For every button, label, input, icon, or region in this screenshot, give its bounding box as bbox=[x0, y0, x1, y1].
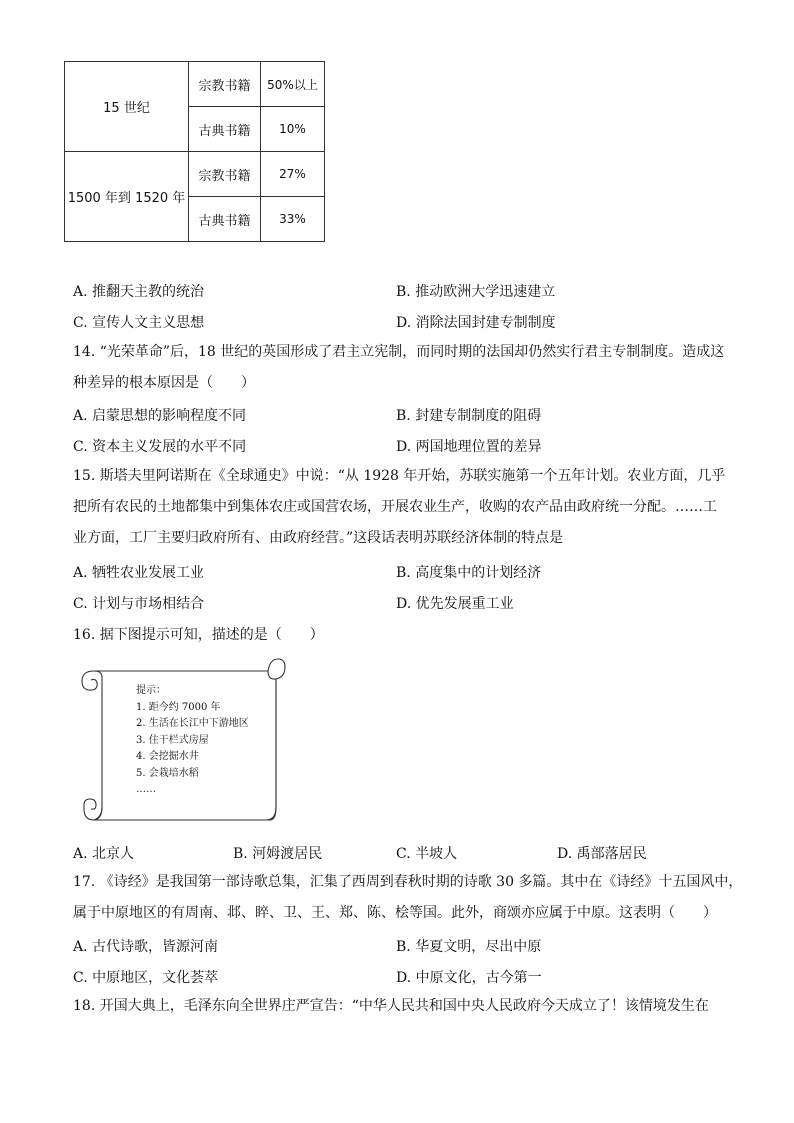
q16-option-b[interactable]: B. 河姆渡居民 bbox=[233, 846, 323, 862]
percent-cell: 50%以上 bbox=[261, 62, 325, 107]
table-row bbox=[65, 62, 325, 107]
q18-stem bbox=[73, 991, 723, 1022]
percent-cell: 27% bbox=[261, 152, 325, 197]
q15-option-b[interactable]: B. 高度集中的计划经济 bbox=[396, 565, 542, 581]
stem-line: 属于中原地区的有周南、邶、睟、卫、王、郑、陈、桧等国。此外，商颂亦应属于中原。这表明（ ） bbox=[73, 905, 717, 921]
q15-option-d[interactable]: D. 优先发展重工业 bbox=[396, 596, 514, 612]
stem-line: 业方面，工厂主要归政府所有、由政府经营。”这段话表明苏联经济体制的特点是 bbox=[73, 530, 564, 546]
book-statistics-table bbox=[64, 61, 325, 242]
q13-option-c[interactable]: C. 宣传人文主义思想 bbox=[73, 315, 205, 331]
percent-cell: 33% bbox=[261, 197, 325, 242]
stem-line: 15. 斯塔夫里阿诺斯在《全球通史》中说：“从 1928 年开始，苏联实施第一个五年计划。农业方面，几乎 bbox=[73, 468, 726, 484]
q14-option-b[interactable]: B. 封建专制制度的阻碍 bbox=[396, 408, 542, 424]
q15-option-a[interactable]: A. 牺牲农业发展工业 bbox=[73, 565, 205, 581]
q16-option-a[interactable]: A. 北京人 bbox=[73, 846, 135, 862]
hint-item: 3. 住干栏式房屋 bbox=[136, 734, 209, 746]
q14-option-d[interactable]: D. 两国地理位置的差异 bbox=[396, 439, 542, 455]
stem-line: 17. 《诗经》是我国第一部诗歌总集，汇集了西周到春秋时期的诗歌 30 多篇。其中在《诗经》十五国风中， bbox=[73, 874, 743, 890]
hint-item: 5. 会栽培水稻 bbox=[136, 767, 199, 779]
q17-option-d[interactable]: D. 中原文化，古今第一 bbox=[396, 970, 542, 986]
q17-stem bbox=[73, 867, 743, 929]
q17-option-b[interactable]: B. 华夏文明，尽出中原 bbox=[396, 939, 542, 955]
q15-stem bbox=[73, 461, 726, 554]
q16-option-d[interactable]: D. 禹部落居民 bbox=[557, 846, 647, 862]
hint-item: …… bbox=[136, 784, 156, 795]
hint-item: 1. 距今约 7000 年 bbox=[136, 701, 221, 713]
hint-item: 2. 生活在长江中下游地区 bbox=[136, 718, 249, 729]
q14-option-c[interactable]: C. 资本主义发展的水平不同 bbox=[73, 439, 247, 455]
stem-line: 14. “光荣革命”后，18 世纪的英国形成了君主立宪制，而同时期的法国却仍然实行君主专制制度。造成这 bbox=[73, 344, 725, 360]
stem-line: 把所有农民的土地都集中到集体农庄或国营农场，开展农业生产，收购的农产品由政府统一分配。……工 bbox=[73, 499, 717, 515]
category-cell: 古典书籍 bbox=[189, 107, 261, 152]
period-cell: 15 世纪 bbox=[65, 62, 189, 152]
percent-cell: 10% bbox=[261, 107, 325, 152]
q17-option-a[interactable]: A. 古代诗歌，皆源河南 bbox=[73, 939, 219, 955]
hint-item: 4. 会挖掘水井 bbox=[136, 751, 199, 762]
hint-list bbox=[136, 683, 249, 799]
q16-option-c[interactable]: C. 半坡人 bbox=[396, 846, 458, 862]
hint-title: 提示： bbox=[136, 685, 166, 696]
q13-option-b[interactable]: B. 推动欧洲大学迅速建立 bbox=[396, 284, 556, 300]
period-cell: 1500 年到 1520 年 bbox=[65, 152, 189, 242]
stem-line: 18. 开国大典上，毛泽东向全世界庄严宣告：“中华人民共和国中央人民政府今天成立了！该情境发生在 bbox=[73, 998, 709, 1014]
q16-stem: 16. 据下图提示可知，描述的是（ ） bbox=[73, 627, 324, 643]
stem-line: 种差异的根本原因是（ ） bbox=[73, 375, 255, 391]
q15-option-c[interactable]: C. 计划与市场相结合 bbox=[73, 596, 205, 612]
category-cell: 宗教书籍 bbox=[189, 62, 261, 107]
q13-option-a[interactable]: A. 推翻天主教的统治 bbox=[73, 284, 205, 300]
q14-stem bbox=[73, 337, 723, 399]
q14-option-a[interactable]: A. 启蒙思想的影响程度不同 bbox=[73, 408, 247, 424]
category-cell: 古典书籍 bbox=[189, 197, 261, 242]
q17-option-c[interactable]: C. 中原地区，文化荟萃 bbox=[73, 970, 219, 986]
category-cell: 宗教书籍 bbox=[189, 152, 261, 197]
table-row bbox=[65, 152, 325, 197]
q13-option-d[interactable]: D. 消除法国封建专制制度 bbox=[396, 315, 556, 331]
